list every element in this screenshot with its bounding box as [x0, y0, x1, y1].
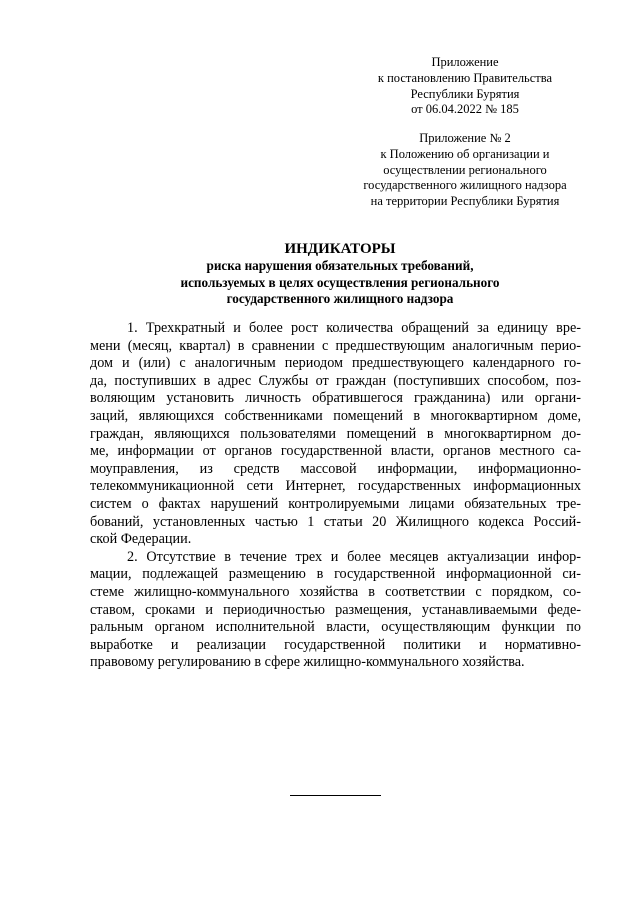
paragraph-line: стеме жилищно-коммунального хозяйства в соответствии с порядком, со- [90, 583, 581, 600]
paragraph-line: ставом, сроками и периодичностью размещения, устанавливаемыми феде- [90, 601, 581, 618]
paragraph-line: 2. Отсутствие в течение трех и более месяцев актуализации инфор- [127, 548, 581, 565]
paragraph-line: дом и (или) с аналогичным периодом предшествующего календарного го- [90, 355, 581, 372]
paragraph-line: мации, подлежащей размещению в государственной информационной си- [90, 566, 581, 583]
paragraph-line: 1. Трехкратный и более рост количества обращений за единицу вре- [127, 320, 581, 336]
appendix-line: от 06.04.2022 № 185 [411, 102, 519, 117]
appendix-line: осуществлении регионального [383, 162, 547, 177]
paragraph-line: выработке и реализации государственной политики и нормативно- [90, 636, 581, 653]
paragraph-line: систем о фактах нарушений контролируемыми лицами обязательных тре- [90, 495, 581, 512]
document-subtitle-line: используемых в целях осуществления регионального [180, 274, 500, 290]
end-of-document-rule [290, 795, 381, 796]
paragraph-line: мени (месяц, квартал) в сравнении с предшествующим аналогичным перио- [90, 337, 581, 354]
paragraph-line: граждан, являющихся пользователями помещений в многоквартирном до- [90, 425, 581, 442]
paragraph-2 [90, 549, 581, 672]
document-subtitle-line: риска нарушения обязательных требований, [206, 258, 474, 273]
paragraph-line: заций, являющихся собственниками помещений в многоквартирном доме, [90, 407, 581, 424]
appendix-line: Приложение № 2 [419, 131, 511, 145]
paragraph-line: телекоммуникационной сети Интернет, государственных информационных [90, 478, 581, 495]
paragraph-line: бований, установленных частью 1 статьи 20 Жилищного кодекса Россий- [90, 513, 581, 530]
appendix-header-resolution [330, 55, 600, 118]
document-title: ИНДИКАТОРЫ [284, 241, 396, 257]
paragraph-line: да, поступивших в адрес Службы от граждан (поступивших способом, поз- [90, 372, 581, 389]
appendix-line: государственного жилищного надзора [363, 178, 567, 193]
appendix-line: к постановлению Правительства [377, 70, 553, 85]
paragraph-line: правовому регулированию в сфере жилищно-коммунального хозяйства. [90, 654, 525, 671]
document-body [90, 320, 581, 672]
appendix-line: Республики Бурятия [410, 86, 520, 101]
paragraph-line: ме, информации от органов государственной власти, органов местного са- [90, 443, 581, 460]
appendix-line: на территории Республики Бурятия [370, 194, 560, 209]
document-subtitle-line: государственного жилищного надзора [226, 291, 454, 306]
appendix-line: Приложение [431, 55, 499, 69]
paragraph-line: ральным органом исполнительной власти, осуществляющим функции по [90, 619, 581, 636]
document-title-block [90, 240, 590, 308]
appendix-header-regulation [330, 131, 600, 210]
paragraph-line: воляющим установить личность обратившегося гражданина) или органи- [90, 390, 581, 407]
appendix-line: к Положению об организации и [380, 146, 550, 161]
paragraph-1 [90, 320, 581, 549]
paragraph-line: ской Федерации. [90, 531, 192, 548]
paragraph-line: моуправления, из средств массовой информации, информационно- [90, 460, 581, 477]
